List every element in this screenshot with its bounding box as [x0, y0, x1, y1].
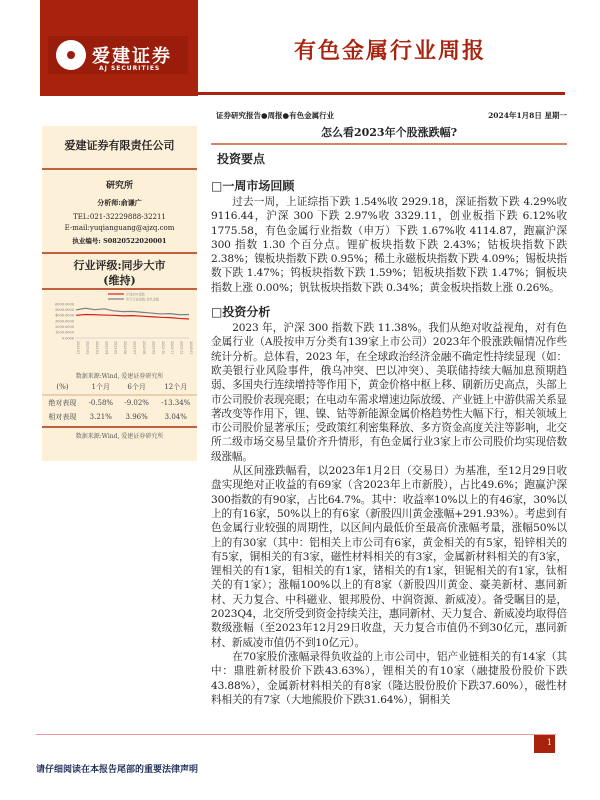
rating: 行业评级:同步大市 — [73, 259, 166, 272]
email[interactable]: E-mail:yuqianguang@ajzq.com — [64, 224, 175, 232]
table-row — [42, 395, 197, 410]
analyst: 分析师:俞谦广 — [97, 198, 142, 207]
company-name: 爱建证券有限责任公司 — [64, 139, 175, 152]
section-title: 投资要点 — [217, 152, 266, 166]
y-tick-label: 3000.0000 — [55, 319, 74, 324]
report-meta — [216, 110, 567, 121]
y-tick-label: 4000.0000 — [55, 313, 74, 318]
sidebar — [42, 126, 197, 461]
breadcrumb: 证券研究报告●周报●有色金属行业 — [216, 111, 335, 120]
performance-table — [42, 380, 197, 424]
divider — [42, 288, 197, 290]
x-tick-label: 2023-02 — [85, 341, 90, 355]
x-tick-label: 2023-03 — [94, 341, 99, 355]
header-cell: 6个月 — [127, 383, 146, 391]
logo-mark-icon — [56, 40, 86, 70]
paragraph: 从区间涨跌幅看，以2023年1月2日（交易日）为基准，至12月29日收盘实现绝对正收益的有69家（含2023年上市新股），占比49.6%；跑赢沪深300指数的有90家，占比64.7%。其中：收益率10%以上的有46家，30%以上的有16家，50%以上的有6家（新股四川黄金涨幅+291.93%）。考虑到有色金属行业较强的周期性，以区间内最低价至最高价涨幅考量，涨幅50%以上的有30家（其中：铝相关上市公司有6家，黄金相关的有5家，铅锌相关的有5家，铜相关的有3家，磁性材料相关的有3家，金属新材料相关的有3家，锂相关的有1家，钼相关的有1家，锗相关的有1家，钽铌相关的有1家，钛相关的有1家）；涨幅100%以上的有8家（新股四川黄金、豪美新材、惠同新材、天力复合、中科磁业、银邦股份、中润资源、新威凌）。备受瞩目的是，2023Q4，北交所受到资金持续关注，惠同新材、天力复合、新威凌均取得倍数级涨幅（至2023年12月29日收盘，天力复合市值仍不到30亿元，惠同新材、新威凌市值仍不到10亿元）。 — [211, 465, 567, 649]
license-number: 执业编号: S0820522020001 — [72, 237, 167, 245]
x-tick-label: 2023-12 — [179, 341, 184, 355]
x-tick-label: 2024-01 — [189, 341, 193, 355]
legend-label: 沪深300指数 — [126, 292, 145, 297]
header-cell: 1个月 — [91, 383, 110, 391]
heading-investment-analysis: □投资分析 — [211, 305, 271, 320]
x-tick-label: 2023-10 — [160, 341, 165, 355]
header-cell: (%) — [56, 383, 69, 391]
page-number: 1 — [534, 735, 555, 753]
y-tick-label: 5000.0000 — [55, 307, 74, 312]
table-source: 数据来源:Wind, 爱建证券研究所 — [75, 433, 164, 440]
paragraph: 2023 年，沪深 300 指数下跌 11.38%。我们从绝对收益视角，对有色金属行业（A股按申万分类有139家上市公司）2023年个股涨跌幅情况作些统计分析。总体看，2023 年，在全球政治经济金融不确定性持续显现（如：欧美银行业风险事件，俄乌冲突、巴以冲突）、美联储持续大幅加息预期趋弱、多国央行连续增持等作用下，黄金价格中枢上移、刷新历史高点，头部上市公司股价表现亮眼；在电动车需求增速边际放缓、产业链上中游供需关系显著改变等作用下，锂、镍、钴等新能源金属价格趋势性大幅下行，相关领域上市公司股价显著承压；受政策红利密集释放、多方资金高度关注等影响，北交所二级市场交易呈量价齐升情形，有色金属行业3家上市公司股价均实现倍数级涨幅。 — [211, 322, 567, 463]
x-tick-label: 2023-01 — [76, 341, 80, 355]
y-tick-label: 2000.0000 — [55, 324, 74, 329]
report-date: 2024年1月8日 星期一 — [488, 111, 567, 120]
article-title: 怎么看2023年个股涨跌幅? — [320, 126, 458, 139]
y-tick-label: 1000.0000 — [55, 330, 74, 335]
footer-divider — [36, 734, 556, 735]
chart-source: 数据来源:Wind, 爱建证券研究所 — [75, 373, 164, 380]
price-chart — [44, 292, 194, 370]
table-row — [42, 410, 197, 424]
cell: 3.21% — [89, 413, 112, 421]
x-tick-label: 2023-11 — [170, 341, 175, 355]
paragraph: 过去一周，上证综指下跌 1.54%收 2929.18，深证指数下跌 4.29%收 9116.44，沪深 300 下跌 2.97%收 3329.11，创业板指下跌 6.12%收 1775.58，有色金属行业指数（申万）下跌 1.67%收 4114.87，跑赢沪深 300 指数 1.30 个百分点。锂矿板块指数下跌 2.43%；钴板块指数下跌 2.38%；镍板块指数下跌 0.95%；稀土永磁板块指数下跌 4.09%；锡板块指数下跌 1.47%；钨板块指数下跌 1.59%；铝板块指数下跌 1.47%；铜板块指数上涨 0.00%；钒钛板块指数下跌 0.34%；黄金板块指数上涨 0.26%。 — [211, 196, 567, 294]
legend-label: 申万行业指数:有色金属 — [126, 297, 159, 302]
row-label: 相对表现 — [48, 413, 77, 421]
series-line — [76, 314, 189, 319]
department: 研究所 — [105, 181, 133, 191]
x-tick-label: 2023-06 — [123, 341, 128, 355]
main-content — [211, 110, 567, 707]
report-title: 有色金属行业周报 — [293, 38, 486, 64]
cell: 3.96% — [125, 413, 148, 421]
paragraph: 在70家股价涨幅录得负收益的上市公司中，铝产业链相关的有14家（其中：鼎胜新材股价下跌43.63%），锂相关的有10家（融捷股份股价下跌43.88%），金属新材料相关的有8家（隆达股份股价下跌37.60%），磁性材料相关的有7家（大地熊股价下跌31.64%），铜相关 — [211, 650, 567, 706]
y-tick-label: 6000.0000 — [55, 302, 74, 307]
x-tick-label: 2023-04 — [104, 341, 109, 355]
rating-maintain: (维持) — [103, 274, 136, 287]
table-header — [42, 380, 197, 395]
x-tick-label: 2023-05 — [113, 341, 118, 355]
series-line — [76, 308, 189, 315]
divider — [42, 168, 197, 170]
cell: 3.04% — [164, 413, 187, 421]
cell: -9.02% — [124, 399, 149, 407]
divider — [42, 252, 197, 254]
heading-weekly-review: □一周市场回顾 — [211, 179, 295, 193]
cell: -0.58% — [88, 399, 114, 407]
title-divider — [211, 143, 567, 145]
logo-text: 爱建证券 — [92, 46, 172, 67]
y-tick-label: 0.0000 — [61, 336, 74, 341]
cell: -13.34% — [161, 399, 191, 407]
x-tick-label: 2023-08 — [141, 341, 146, 355]
divider — [42, 426, 197, 428]
row-label: 绝对表现 — [48, 399, 77, 407]
header-divider — [198, 92, 565, 95]
x-tick-label: 2023-09 — [151, 341, 156, 355]
legal-notice[interactable]: 请仔细阅读在本报告尾部的重要法律声明 — [36, 765, 199, 775]
x-tick-label: 2023-07 — [132, 341, 137, 355]
tel: TEL:021-32229888-32211 — [73, 213, 166, 221]
header-cell: 12个月 — [164, 383, 188, 391]
logo-english: AJ SECURITIES — [99, 65, 161, 72]
